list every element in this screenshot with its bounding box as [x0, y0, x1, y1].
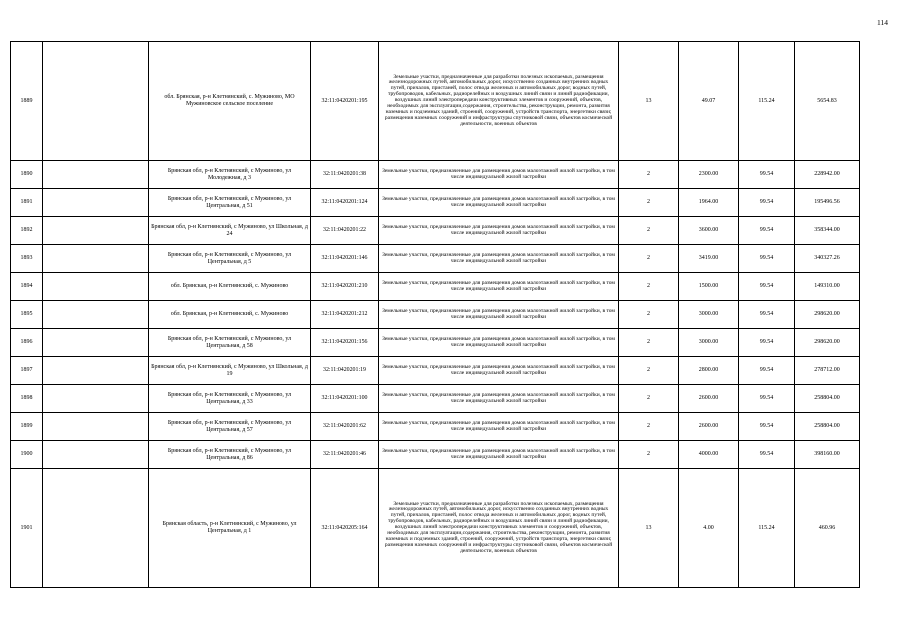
area-cell: 1500.00 [679, 273, 739, 301]
area-cell: 2300.00 [679, 161, 739, 189]
land-use-cell: Земельные участки, предназначенные для размещения домов малоэтажной жилой застройки, в том числе индивидуальной жилой застройки [379, 301, 619, 329]
row-number: 1901 [11, 469, 43, 588]
land-use-cell: Земельные участки, предназначенные для размещения домов малоэтажной жилой застройки, в том числе индивидуальной жилой застройки [379, 273, 619, 301]
cadastral-value-cell: 298620.00 [795, 301, 860, 329]
empty-cell [43, 245, 149, 273]
address-cell: Брянская обл, р-н Клетнянский, с Мужиново, ул Центральная, д 58 [149, 329, 311, 357]
table-row [11, 217, 860, 245]
category-cell: 2 [619, 413, 679, 441]
row-number: 1896 [11, 329, 43, 357]
area-cell: 2600.00 [679, 385, 739, 413]
table-row [11, 357, 860, 385]
row-number: 1899 [11, 413, 43, 441]
empty-cell [43, 329, 149, 357]
rate-cell: 115.24 [739, 42, 795, 161]
area-cell: 4.00 [679, 469, 739, 588]
land-use-cell: Земельные участки, предназначенные для размещения домов малоэтажной жилой застройки, в том числе индивидуальной жилой застройки [379, 189, 619, 217]
cadastral-value-cell: 340327.26 [795, 245, 860, 273]
table-row [11, 273, 860, 301]
category-cell: 2 [619, 441, 679, 469]
table-row [11, 161, 860, 189]
row-number: 1898 [11, 385, 43, 413]
category-cell: 2 [619, 385, 679, 413]
row-number: 1897 [11, 357, 43, 385]
rate-cell: 99.54 [739, 413, 795, 441]
cadastral-value-cell: 278712.00 [795, 357, 860, 385]
rate-cell: 115.24 [739, 469, 795, 588]
rate-cell: 99.54 [739, 385, 795, 413]
cadastral-number-cell: 32:11:0420201:210 [311, 273, 379, 301]
cadastral-number-cell: 32:11:0420201:38 [311, 161, 379, 189]
row-number: 1890 [11, 161, 43, 189]
table-row [11, 245, 860, 273]
row-number: 1894 [11, 273, 43, 301]
area-cell: 1964.00 [679, 189, 739, 217]
cadastral-number-cell: 32:11:0420201:46 [311, 441, 379, 469]
cadastral-value-cell: 149310.00 [795, 273, 860, 301]
area-cell: 3000.00 [679, 301, 739, 329]
empty-cell [43, 301, 149, 329]
page-number: 114 [877, 18, 888, 27]
category-cell: 2 [619, 161, 679, 189]
cadastral-value-cell: 298620.00 [795, 329, 860, 357]
row-number: 1895 [11, 301, 43, 329]
area-cell: 3600.00 [679, 217, 739, 245]
category-cell: 13 [619, 42, 679, 161]
cadastral-number-cell: 32:11:0420201:19 [311, 357, 379, 385]
cadastral-number-cell: 32:11:0420201:195 [311, 42, 379, 161]
row-number: 1889 [11, 42, 43, 161]
cadastral-value-cell: 258804.00 [795, 413, 860, 441]
land-use-cell: Земельные участки, предназначенные для размещения домов малоэтажной жилой застройки, в том числе индивидуальной жилой застройки [379, 413, 619, 441]
row-number: 1892 [11, 217, 43, 245]
table-row [11, 441, 860, 469]
table-row [11, 301, 860, 329]
cadastral-value-cell: 195496.56 [795, 189, 860, 217]
area-cell: 4000.00 [679, 441, 739, 469]
land-use-cell: Земельные участки, предназначенные для разработки полезных ископаемых, размещения железнодорожных путей, автомобильных дорог, искусственно созданных внутренних водных путей, причалов, пристаней, полос отвода железных и автомобильных дорог, водных путей, трубопроводов, кабельных, радиорелейных и воздушных линий связи и линий радиофикации, воздушных линий электропередачи конструктивных элементов и сооружений, объектов, необходимых для эксплуатации,содержания, строительства, реконструкции, ремонта, развития наземных и подземных зданий, строений, сооружений, устройств транспорта, энергетики связи; размещения наземных сооружений и инфраструктуры спутниковой связи, объектов космической деятельности, военных объектов [379, 42, 619, 161]
rate-cell: 99.54 [739, 245, 795, 273]
address-cell: Брянская обл, р-н Клетнянский, с Мужиново, ул Центральная, д 57 [149, 413, 311, 441]
cadastral-value-cell: 358344.00 [795, 217, 860, 245]
address-cell: обл. Брянская, р-н Клетнянский, с. Мужиново [149, 273, 311, 301]
area-cell: 3000.00 [679, 329, 739, 357]
cadastral-value-cell: 460.96 [795, 469, 860, 588]
empty-cell [43, 273, 149, 301]
empty-cell [43, 469, 149, 588]
area-cell: 2600.00 [679, 413, 739, 441]
rate-cell: 99.54 [739, 217, 795, 245]
area-cell: 3419.00 [679, 245, 739, 273]
land-use-cell: Земельные участки, предназначенные для размещения домов малоэтажной жилой застройки, в том числе индивидуальной жилой застройки [379, 441, 619, 469]
land-use-cell: Земельные участки, предназначенные для разработки полезных ископаемых, размещения железнодорожных путей, автомобильных дорог, искусственно созданных внутренних водных путей, причалов, пристаней, полос отвода железных и автомобильных дорог, водных путей, трубопроводов, кабельных, радиорелейных и воздушных линий связи и линий радиофикации, воздушных линий электропередачи конструктивных элементов и сооружений, объектов, необходимых для эксплуатации,содержания, строительства, реконструкции, ремонта, развития наземных и подземных зданий, строений, сооружений, устройств транспорта, энергетики связи; размещения наземных сооружений и инфраструктуры спутниковой связи, объектов космической деятельности, военных объектов [379, 469, 619, 588]
table-row [11, 329, 860, 357]
empty-cell [43, 42, 149, 161]
address-cell: Брянская обл, р-н Клетнянский, с Мужиново, ул Молодежная, д 3 [149, 161, 311, 189]
category-cell: 2 [619, 245, 679, 273]
empty-cell [43, 189, 149, 217]
address-cell: обл. Брянская, р-н Клетнянский, с. Мужиново [149, 301, 311, 329]
cadastral-number-cell: 32:11:0420201:124 [311, 189, 379, 217]
table-row [11, 469, 860, 588]
category-cell: 2 [619, 329, 679, 357]
rate-cell: 99.54 [739, 441, 795, 469]
rate-cell: 99.54 [739, 161, 795, 189]
empty-cell [43, 161, 149, 189]
address-cell: Брянская обл, р-н Клетнянский, с Мужиново, ул Школьная, д 24 [149, 217, 311, 245]
address-cell: Брянская обл, р-н Клетнянский, с Мужиново, ул Школьная, д 19 [149, 357, 311, 385]
cadastral-value-cell: 258804.00 [795, 385, 860, 413]
category-cell: 2 [619, 189, 679, 217]
land-use-cell: Земельные участки, предназначенные для размещения домов малоэтажной жилой застройки, в том числе индивидуальной жилой застройки [379, 161, 619, 189]
cadastral-number-cell: 32:11:0420201:22 [311, 217, 379, 245]
category-cell: 2 [619, 217, 679, 245]
empty-cell [43, 357, 149, 385]
empty-cell [43, 413, 149, 441]
empty-cell [43, 441, 149, 469]
cadastral-number-cell: 32:11:0420205:164 [311, 469, 379, 588]
land-use-cell: Земельные участки, предназначенные для размещения домов малоэтажной жилой застройки, в том числе индивидуальной жилой застройки [379, 329, 619, 357]
category-cell: 2 [619, 357, 679, 385]
land-use-cell: Земельные участки, предназначенные для размещения домов малоэтажной жилой застройки, в том числе индивидуальной жилой застройки [379, 385, 619, 413]
category-cell: 13 [619, 469, 679, 588]
table-row [11, 42, 860, 161]
cadastral-number-cell: 32:11:0420201:156 [311, 329, 379, 357]
area-cell: 49.07 [679, 42, 739, 161]
land-registry-table [10, 41, 860, 588]
address-cell: Брянская обл, р-н Клетнянский, с Мужиново, ул Центральная, д 86 [149, 441, 311, 469]
rate-cell: 99.54 [739, 329, 795, 357]
land-use-cell: Земельные участки, предназначенные для размещения домов малоэтажной жилой застройки, в том числе индивидуальной жилой застройки [379, 357, 619, 385]
rate-cell: 99.54 [739, 273, 795, 301]
land-use-cell: Земельные участки, предназначенные для размещения домов малоэтажной жилой застройки, в том числе индивидуальной жилой застройки [379, 217, 619, 245]
land-use-cell: Земельные участки, предназначенные для размещения домов малоэтажной жилой застройки, в том числе индивидуальной жилой застройки [379, 245, 619, 273]
category-cell: 2 [619, 301, 679, 329]
row-number: 1900 [11, 441, 43, 469]
cadastral-value-cell: 398160.00 [795, 441, 860, 469]
rate-cell: 99.54 [739, 189, 795, 217]
table-row [11, 385, 860, 413]
address-cell: Брянская обл, р-н Клетнянский, с Мужиново, ул Центральная, д 5 [149, 245, 311, 273]
area-cell: 2800.00 [679, 357, 739, 385]
empty-cell [43, 385, 149, 413]
cadastral-value-cell: 228942.00 [795, 161, 860, 189]
address-cell: Брянская область, р-н Клетнянский, с Мужиново, ул Центральная, д 1 [149, 469, 311, 588]
address-cell: Брянская обл, р-н Клетнянский, с Мужиново, ул Центральная, д 51 [149, 189, 311, 217]
row-number: 1893 [11, 245, 43, 273]
row-number: 1891 [11, 189, 43, 217]
cadastral-number-cell: 32:11:0420201:212 [311, 301, 379, 329]
empty-cell [43, 217, 149, 245]
cadastral-number-cell: 32:11:0420201:62 [311, 413, 379, 441]
address-cell: Брянская обл, р-н Клетнянский, с Мужиново, ул Центральная, д 33 [149, 385, 311, 413]
rate-cell: 99.54 [739, 301, 795, 329]
cadastral-value-cell: 5654.83 [795, 42, 860, 161]
table-row [11, 413, 860, 441]
address-cell: обл. Брянская, р-н Клетнянский, с. Мужиново, МО Мужиновское сельское поселение [149, 42, 311, 161]
category-cell: 2 [619, 273, 679, 301]
cadastral-number-cell: 32:11:0420201:100 [311, 385, 379, 413]
rate-cell: 99.54 [739, 357, 795, 385]
cadastral-number-cell: 32:11:0420201:146 [311, 245, 379, 273]
table-row [11, 189, 860, 217]
